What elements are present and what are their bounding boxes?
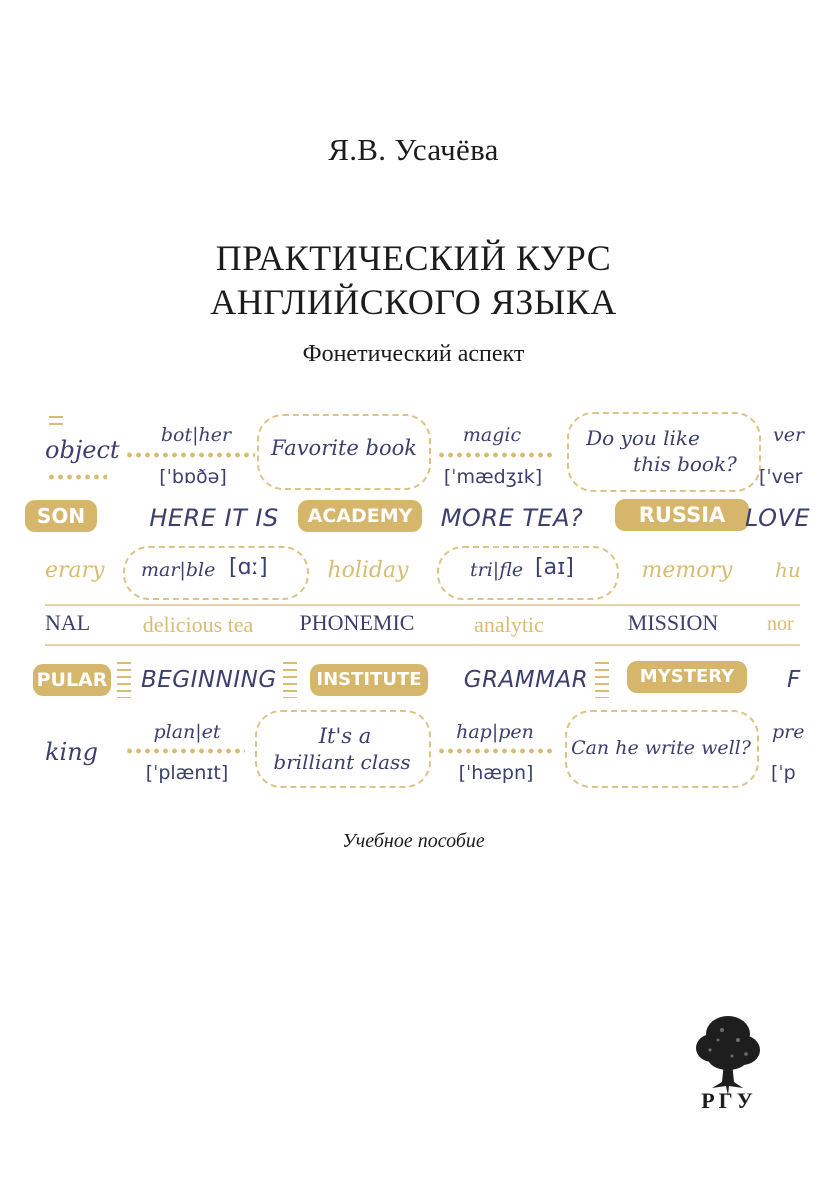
- decor-dots: [125, 748, 245, 754]
- word-beginning: BEGINNING: [141, 667, 277, 693]
- word-marble: mar|ble: [141, 559, 216, 581]
- word-memory: memory: [641, 558, 733, 583]
- word-ver: ver: [773, 424, 805, 446]
- ipa-magic: [ˈmædʒɪk]: [443, 466, 543, 488]
- ipa-trifle: [aɪ]: [535, 555, 574, 580]
- word-literary: erary: [45, 558, 105, 583]
- decor-frame: [255, 710, 431, 788]
- decor-ticks: [49, 416, 63, 430]
- pill-institute: INSTITUTE: [310, 664, 428, 696]
- word-its-a: It's a: [318, 724, 372, 748]
- word-f: F: [787, 667, 801, 693]
- decor-ticks: [117, 662, 131, 698]
- title-line-2: АНГЛИЙСКОГО ЯЗЫКА: [210, 282, 617, 322]
- ipa-bother: [ˈbɒðə]: [159, 466, 227, 488]
- word-hu: hu: [775, 558, 801, 582]
- ipa-pre: [ˈp: [771, 762, 796, 784]
- word-brilliant-class: brilliant class: [273, 750, 411, 774]
- word-happen: hap|pen: [456, 721, 534, 743]
- pill-academy: ACADEMY: [298, 500, 422, 532]
- word-grammar: GRAMMAR: [463, 667, 589, 693]
- decor-rule: [45, 644, 800, 646]
- word-nor: nor: [767, 613, 794, 635]
- decor-dots: [47, 474, 107, 480]
- word-bother: bot|her: [160, 424, 232, 446]
- word-do-you-like: Do you like: [586, 426, 700, 450]
- decor-ticks: [283, 662, 297, 698]
- word-trifle: tri|fle: [470, 559, 524, 581]
- word-favorite-book: Favorite book: [271, 436, 417, 460]
- decor-dots: [437, 452, 555, 458]
- cover-word-band: [36, 408, 811, 793]
- word-nal: NAL: [45, 610, 91, 635]
- word-love: LOVE: [745, 504, 811, 532]
- book-title: [0, 236, 827, 324]
- pill-russia: RUSSIA: [615, 499, 749, 531]
- publication-type: Учебное пособие: [342, 830, 485, 852]
- ipa-ver: [ˈver: [759, 466, 803, 488]
- word-can-he-write-well: Can he write well?: [571, 737, 751, 759]
- pill-pular: PULAR: [33, 664, 111, 696]
- decor-rule: [45, 604, 800, 606]
- ipa-planet: [ˈplænɪt]: [145, 762, 229, 784]
- word-pre: pre: [772, 721, 805, 743]
- ipa-marble: [ɑː]: [229, 555, 268, 580]
- word-delicious-tea: delicious tea: [142, 612, 254, 637]
- word-magic: magic: [462, 424, 522, 446]
- word-this-book: this book?: [633, 452, 737, 476]
- word-phonemic: PHONEMIC: [299, 610, 415, 635]
- word-object: object: [45, 436, 120, 464]
- decor-ticks: [595, 662, 609, 698]
- word-king: king: [45, 738, 99, 766]
- book-subtitle: Фонетический аспект: [302, 341, 525, 367]
- decor-dots: [437, 748, 555, 754]
- word-planet: plan|et: [153, 721, 221, 743]
- publisher-monogram: РГУ: [701, 1088, 757, 1113]
- word-mission: MISSION: [627, 610, 719, 635]
- word-analytic: analytic: [474, 612, 544, 637]
- decor-dots: [125, 452, 255, 458]
- word-holiday: holiday: [327, 558, 409, 583]
- ipa-happen: [ˈhæpn]: [458, 762, 534, 784]
- decor-frame: [437, 546, 619, 600]
- author-name: Я.В. Усачёва: [328, 132, 499, 167]
- word-here-it-is: HERE IT IS: [149, 504, 279, 532]
- word-more-tea: MORE TEA?: [440, 504, 584, 532]
- title-line-1: ПРАКТИЧЕСКИЙ КУРС: [215, 238, 612, 278]
- pill-mystery: MYSTERY: [627, 661, 747, 693]
- pill-son: SON: [25, 500, 97, 532]
